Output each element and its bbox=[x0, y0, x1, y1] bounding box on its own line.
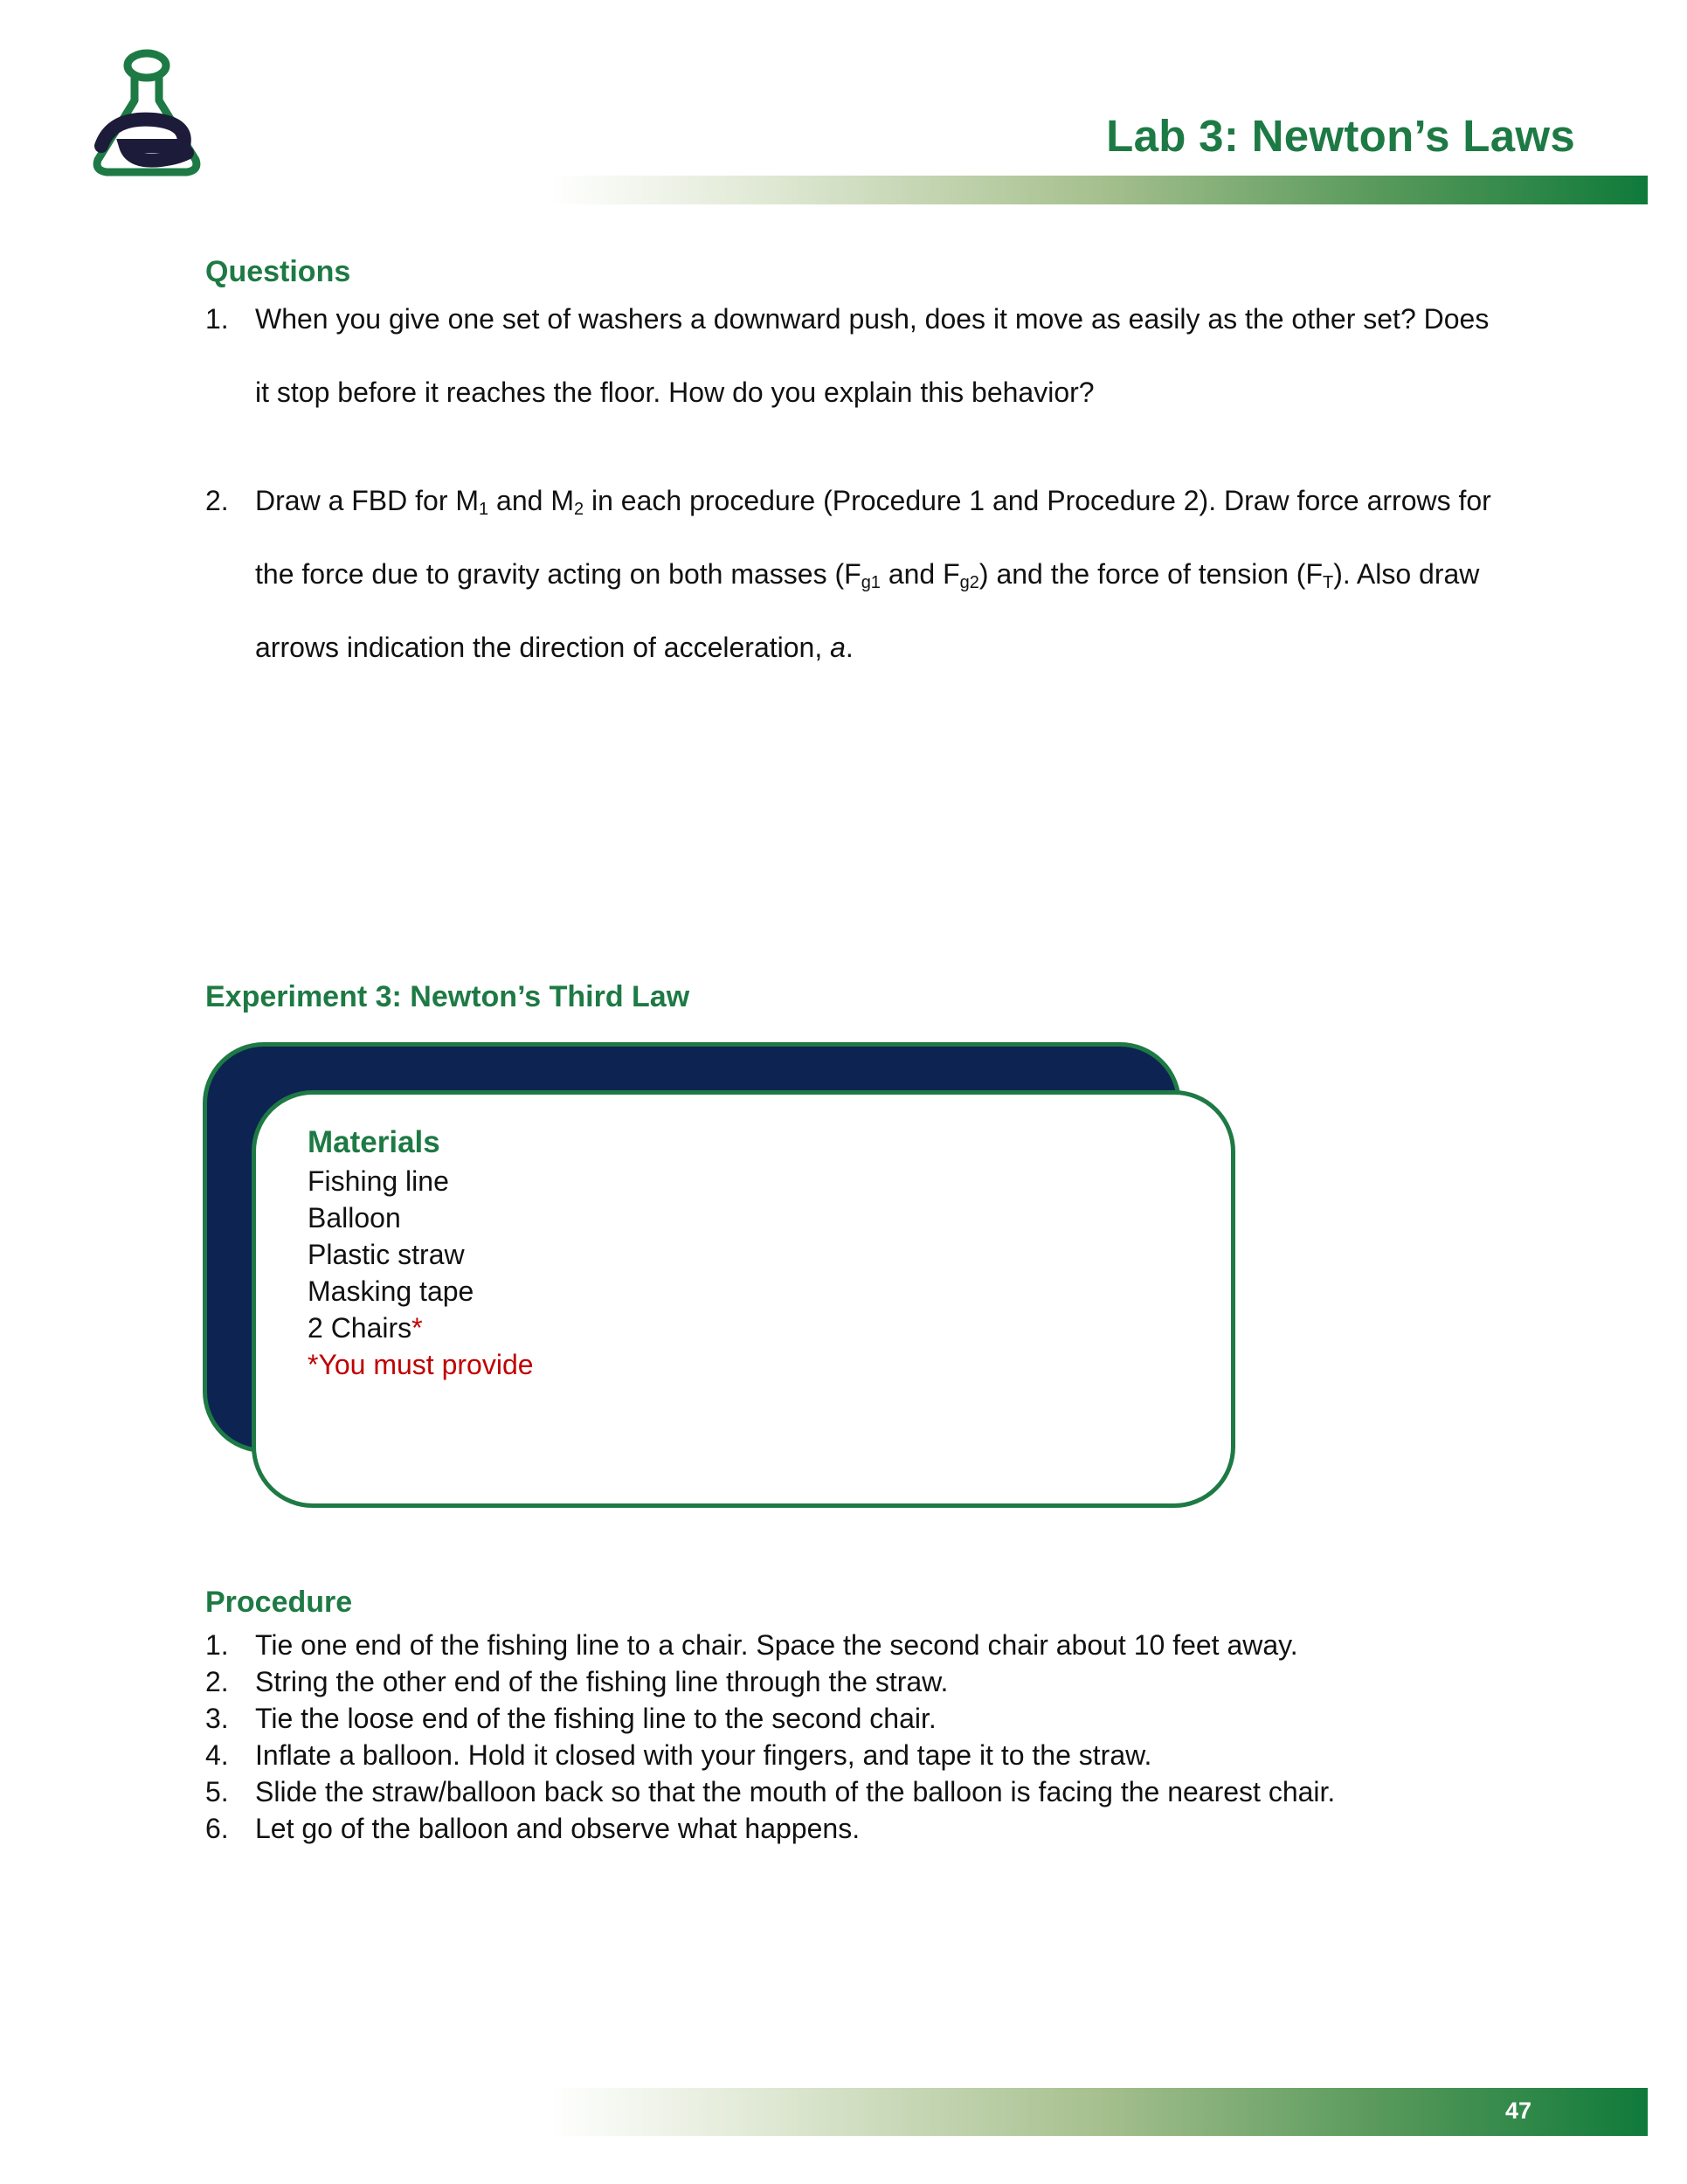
questions-list bbox=[205, 282, 1491, 684]
footer-gradient-bar bbox=[550, 2088, 1648, 2136]
flask-logo-icon bbox=[86, 48, 208, 179]
procedure-step: 5. Slide the straw/balloon back so that the mouth of the balloon is facing the nearest chair. bbox=[205, 1776, 1336, 1807]
material-item: Balloon bbox=[308, 1202, 401, 1234]
question-text: Draw a FBD for $M_1$ and $M_2$ in each procedure (Procedure 1 and Procedure 2). Draw force arrows for bbox=[255, 485, 1491, 519]
materials-title: Materials bbox=[308, 1125, 440, 1159]
question-item bbox=[205, 464, 1491, 684]
provide-note: *You must provide bbox=[308, 1349, 534, 1380]
header-gradient-bar bbox=[550, 176, 1648, 204]
question-number: 1. bbox=[205, 303, 229, 335]
material-item: Fishing line bbox=[308, 1165, 449, 1197]
logo-letter: e bbox=[144, 142, 149, 150]
question-text: it stop before it reaches the floor. How do you explain this behavior? bbox=[255, 377, 1095, 408]
questions-heading: Questions bbox=[205, 255, 351, 288]
question-item bbox=[205, 282, 1491, 429]
question-text: When you give one set of washers a downward push, does it move as easily as the other set? Does bbox=[255, 303, 1490, 335]
procedure-step: 4. Inflate a balloon. Hold it closed with your fingers, and tape it to the straw. bbox=[205, 1739, 1152, 1771]
question-number: 2. bbox=[205, 485, 229, 516]
page-title: Lab 3: Newton’s Laws bbox=[1106, 111, 1575, 161]
question-text: arrows indication the direction of acceleration, a. bbox=[255, 632, 854, 663]
lab-logo bbox=[86, 48, 208, 179]
procedure-step: 3. Tie the loose end of the fishing line to the second chair. bbox=[205, 1703, 937, 1734]
material-item: Plastic straw bbox=[308, 1239, 465, 1270]
procedure-heading: Procedure bbox=[205, 1586, 353, 1619]
page-number: 47 bbox=[1504, 2098, 1531, 2124]
procedure-step: 1. Tie one end of the fishing line to a chair. Space the second chair about 10 feet away. bbox=[205, 1629, 1298, 1661]
question-text: the force due to gravity acting on both masses ($F_{g1}$ and $F_{g2}$) and the force of tension $(F_T)$. Also draw bbox=[255, 558, 1480, 592]
procedure-list bbox=[205, 1627, 1335, 1847]
experiment-heading: Experiment 3: Newton’s Third Law bbox=[205, 980, 690, 1013]
procedure-step: 2. String the other end of the fishing line through the straw. bbox=[205, 1666, 949, 1697]
material-item: 2 Chairs* bbox=[308, 1312, 423, 1344]
procedure-step: 6. Let go of the balloon and observe what happens. bbox=[205, 1813, 861, 1844]
materials-list bbox=[308, 1123, 534, 1383]
material-item: Masking tape bbox=[308, 1275, 474, 1307]
